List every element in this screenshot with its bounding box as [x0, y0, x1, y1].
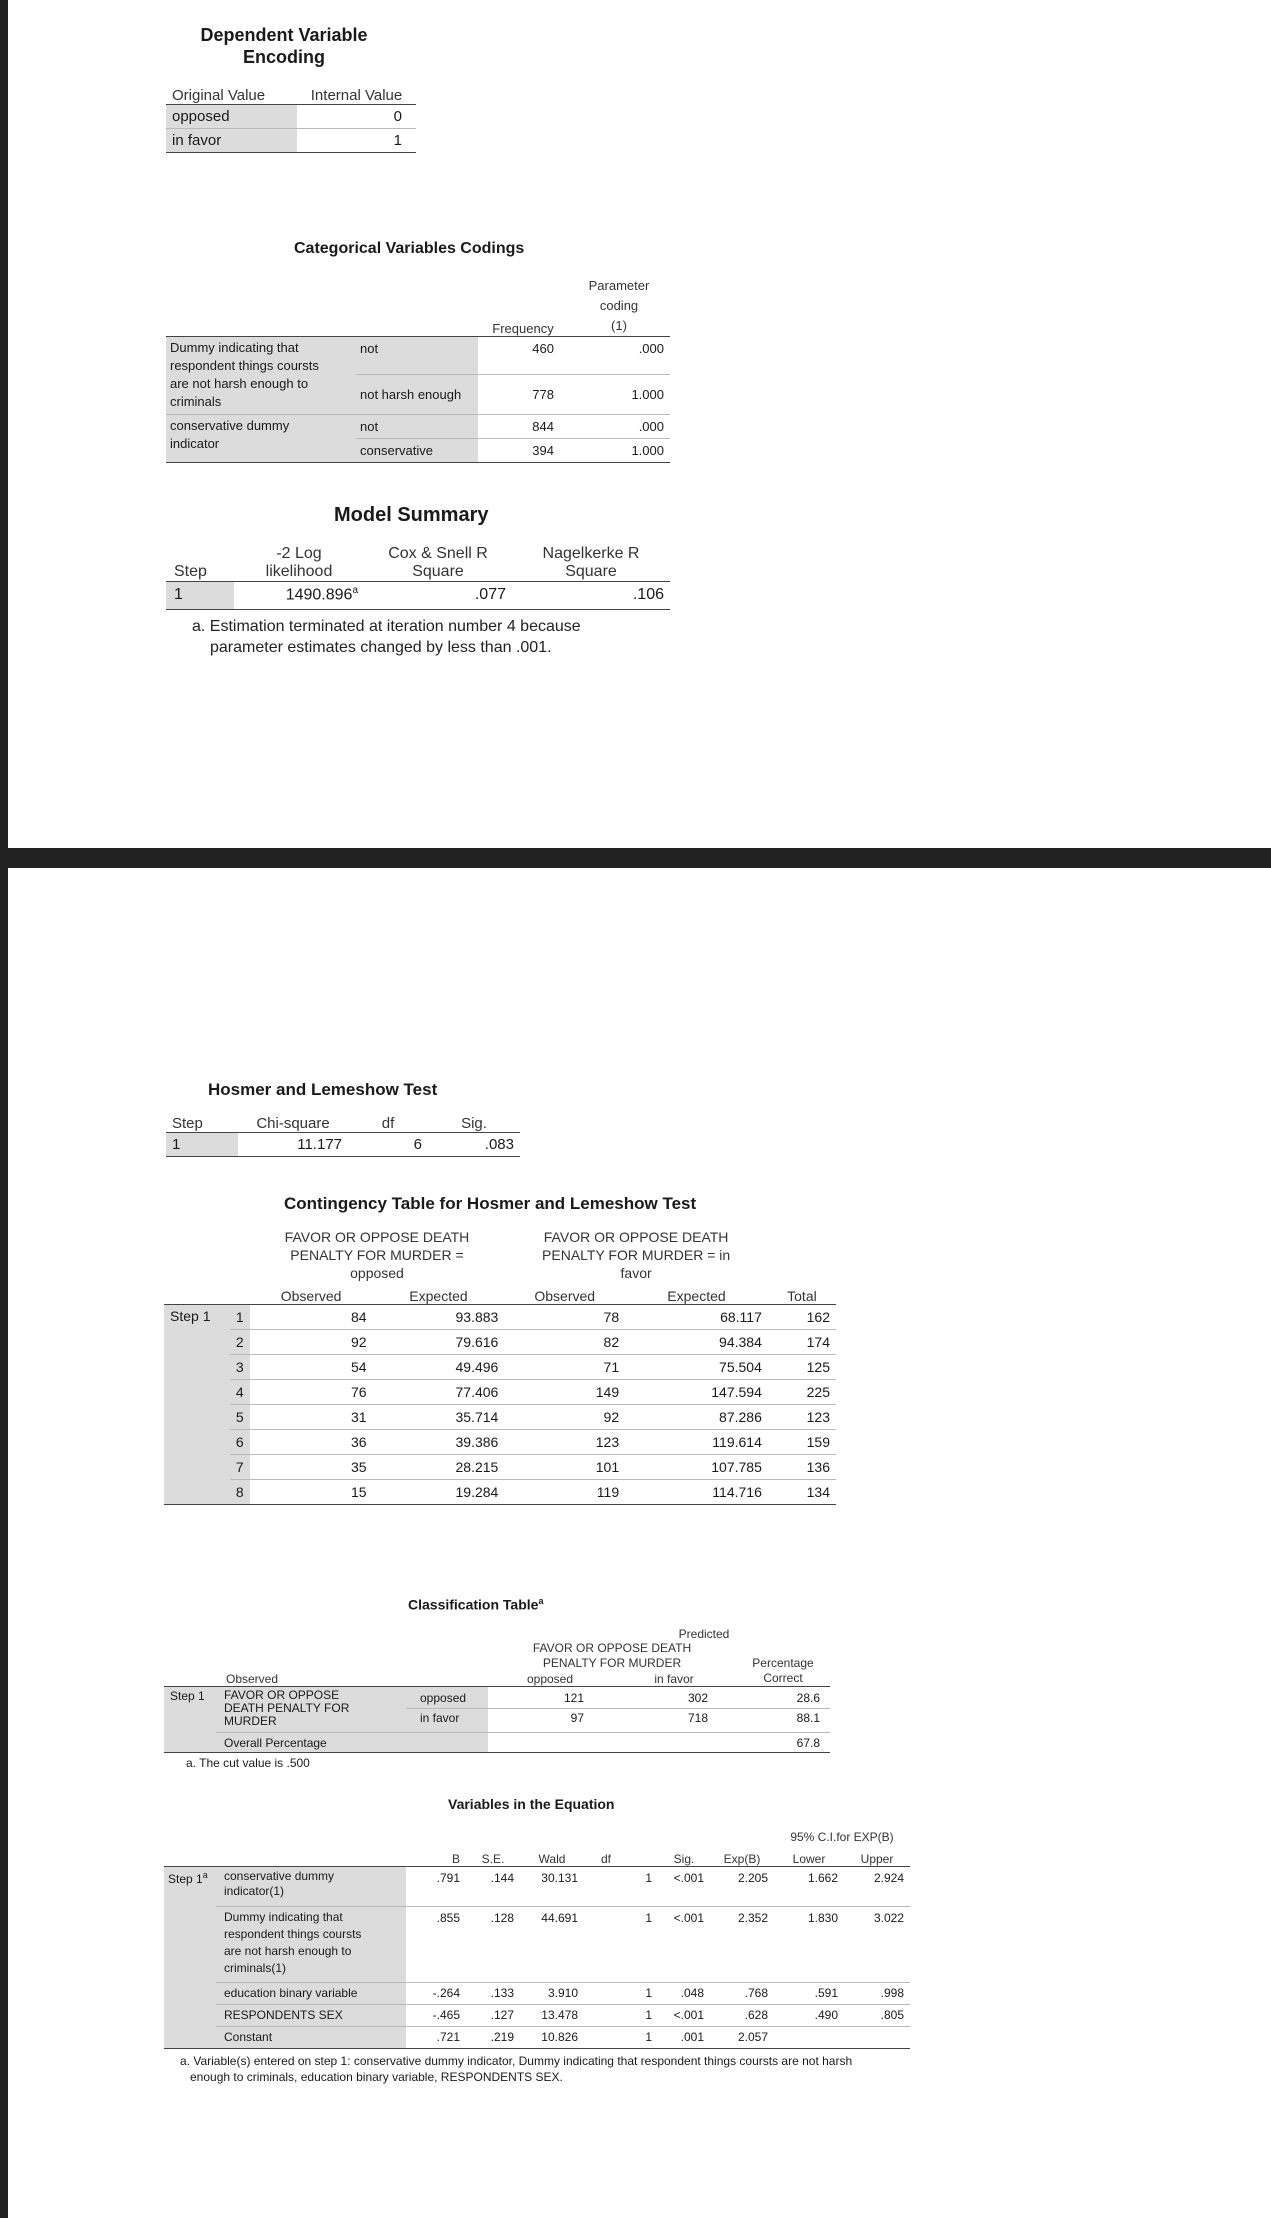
cvc-title: Categorical Variables Codings	[294, 240, 525, 257]
ve-se: .219	[490, 2030, 514, 2044]
cls-h2-blank2	[216, 1641, 406, 1671]
ve-h2-blank2	[216, 1844, 406, 1866]
ve-label-line: conservative dummy	[224, 1868, 335, 1883]
ct-group: 4	[230, 1379, 250, 1404]
ct-group1-header	[250, 1224, 505, 1282]
cls-title-text: Classification Table	[408, 1596, 539, 1613]
ve-sig-header: Sig.	[673, 1851, 695, 1866]
cvc-var2-label	[166, 414, 356, 462]
ve-df: 1	[645, 1870, 652, 1885]
cls-overall-blank1	[488, 1733, 612, 1753]
table-row	[164, 2026, 910, 2048]
ve-wald: 3.910	[547, 1986, 578, 2000]
hl-chi: 11.177	[297, 1135, 342, 1153]
left-border-bar	[0, 0, 8, 2218]
hl-df-header: df	[381, 1114, 395, 1132]
cvc-var1-label	[166, 336, 356, 414]
ve-lower: .591	[814, 1986, 838, 2000]
ve-wald-header: Wald	[538, 1851, 566, 1866]
cls-overall-blank2	[612, 1733, 736, 1753]
cls-table	[164, 1625, 830, 1754]
ct-total: 225	[806, 1383, 830, 1400]
cls-pct-line2: Correct	[763, 1671, 803, 1686]
ve-table	[164, 1824, 910, 2049]
ct-g1-line2: PENALTY FOR MURDER =	[290, 1247, 464, 1263]
cls-title	[164, 1596, 830, 1613]
table-row	[164, 1379, 836, 1404]
ct-group: 3	[230, 1354, 250, 1379]
categorical-codings	[166, 240, 670, 463]
ms-ll-value: 1490.896	[285, 586, 353, 604]
ms-table	[166, 535, 670, 610]
ct-e1: 77.406	[455, 1383, 499, 1400]
cls-pct-header	[736, 1641, 830, 1687]
cls-observed: Observed	[226, 1672, 279, 1687]
table-row	[164, 1304, 836, 1329]
ct-o2: 82	[603, 1333, 620, 1350]
cls-predicted: Predicted	[678, 1626, 730, 1641]
ve-footnote-line2: enough to criminals, education binary variable, RESPONDENTS SEX.	[190, 2069, 563, 2084]
cvc-var1-line3: are not harsh enough to	[170, 375, 309, 391]
ve-wald: 10.826	[541, 2030, 578, 2044]
ve-b-header: B	[451, 1851, 460, 1866]
ms-footnote-line2: parameter estimates changed by less than .001.	[210, 638, 552, 656]
ve-upper: .805	[880, 2008, 904, 2022]
ve-b: .721	[436, 2030, 460, 2044]
cls-h2-blank1	[164, 1641, 216, 1671]
ms-ll-line2: likelihood	[265, 562, 333, 580]
ve-se: .127	[490, 2008, 514, 2022]
cls-h-blank2	[216, 1625, 406, 1641]
ct-e1: 28.215	[455, 1458, 499, 1475]
hl-chi-header: Chi-square	[256, 1114, 330, 1132]
ve-sig: <.001	[673, 1870, 704, 1885]
ms-ll	[234, 581, 364, 609]
ve-se: .128	[490, 1910, 514, 1925]
ct-g2-line3: favor	[620, 1265, 652, 1281]
ct-expected1-header: Expected	[409, 1287, 468, 1304]
ve-df: 1	[645, 1986, 652, 2000]
ct-o1: 36	[351, 1433, 367, 1450]
ct-e2: 107.785	[711, 1458, 762, 1475]
ms-step-header: Step	[174, 562, 207, 580]
dve-table	[166, 80, 416, 153]
ms-nk: .106	[632, 586, 664, 603]
cls-pct-line1: Percentage	[752, 1656, 814, 1671]
ct-group: 5	[230, 1404, 250, 1429]
ve-sig: .001	[680, 2030, 704, 2044]
dependent-variable-encoding	[166, 24, 416, 153]
cvc-header-blank2	[356, 272, 478, 336]
ms-cs-line2: Square	[412, 562, 464, 580]
ve-upper: 3.022	[873, 1910, 904, 1925]
ve-df: 1	[645, 2008, 652, 2022]
ct-e2: 87.286	[719, 1408, 762, 1425]
cvc-level-1: not harsh enough	[356, 374, 478, 414]
dve-title-line2: Encoding	[243, 47, 325, 67]
ve-label: education binary variable	[216, 1982, 406, 2004]
table-row	[164, 1866, 910, 1906]
table-row	[164, 1479, 836, 1504]
ct-e2: 68.117	[720, 1308, 762, 1325]
ct-g2-line2: PENALTY FOR MURDER = in	[542, 1247, 731, 1263]
cvc-table	[166, 272, 670, 463]
cvc-coding-2: .000	[638, 418, 664, 434]
ms-title: Model Summary	[334, 504, 489, 526]
ct-e1: 19.284	[455, 1483, 499, 1500]
hl-df: 6	[413, 1135, 422, 1153]
cvc-var1-line4: criminals	[170, 393, 222, 409]
ct-o2: 149	[595, 1383, 620, 1400]
model-summary	[166, 504, 670, 658]
cls-overall-pct: 67.8	[796, 1735, 820, 1750]
hl-table	[166, 1110, 520, 1157]
ve-expb: .628	[744, 2008, 768, 2022]
ve-label-line: are not harsh enough to	[224, 1943, 352, 1958]
ve-label-line: criminals(1)	[224, 1960, 287, 1975]
cls-var-line3: MURDER	[224, 1714, 277, 1729]
ve-wald: 44.691	[541, 1910, 578, 1925]
ms-ll-sup: a	[352, 585, 358, 597]
ct-g1-line1: FAVOR OR OPPOSE DEATH	[284, 1229, 470, 1245]
cvc-header-blank	[166, 272, 356, 336]
ct-o2: 123	[595, 1433, 620, 1450]
cvc-freq-2: 844	[532, 418, 554, 434]
ct-total: 174	[806, 1333, 830, 1350]
ct-h-blank3	[768, 1224, 836, 1282]
ve-label	[216, 1906, 406, 1982]
ct-group: 6	[230, 1429, 250, 1454]
cls-col-infavor: in favor	[654, 1672, 694, 1687]
ve-b: .791	[436, 1870, 460, 1885]
ve-wald: 30.131	[541, 1870, 578, 1885]
ct-group2-header	[504, 1224, 768, 1282]
ms-nk-line2: Square	[565, 562, 617, 580]
ct-total: 134	[806, 1483, 830, 1500]
cls-title-sup: a	[538, 1596, 544, 1606]
ve-upper: 2.924	[873, 1870, 904, 1885]
ve-b: -.264	[432, 1986, 460, 2000]
dve-original-0: opposed	[166, 104, 297, 128]
ve-lower	[774, 2026, 844, 2048]
ve-expb: 2.205	[737, 1870, 768, 1885]
ct-h2-blank1	[164, 1282, 230, 1304]
ct-o1: 35	[351, 1458, 367, 1475]
ct-e1: 79.616	[455, 1333, 499, 1350]
ct-h2-blank2	[230, 1282, 250, 1304]
ct-total: 162	[806, 1308, 830, 1325]
cls-step: Step 1	[164, 1687, 216, 1753]
cls-level-0: opposed	[406, 1687, 488, 1709]
cvc-var2-line2: indicator	[170, 435, 220, 451]
table-row	[164, 2004, 910, 2026]
ms-step: 1	[166, 581, 234, 609]
table-row	[164, 1404, 836, 1429]
cls-c1-1: 97	[570, 1711, 584, 1726]
cvc-coding-1: 1.000	[568, 374, 670, 414]
ct-total: 123	[806, 1408, 830, 1425]
ve-lower: .490	[814, 2008, 838, 2022]
cls-pred-var-line1: FAVOR OR OPPOSE DEATH	[532, 1640, 692, 1655]
ct-observed1-header: Observed	[280, 1287, 342, 1304]
ct-o2: 119	[596, 1483, 620, 1500]
ct-e1: 35.714	[455, 1408, 499, 1425]
ct-e2: 94.384	[719, 1333, 762, 1350]
ct-o2: 78	[603, 1308, 620, 1325]
cvc-coding-0: .000	[638, 340, 664, 356]
cls-pct-0: 28.6	[796, 1690, 820, 1705]
ct-group: 7	[230, 1454, 250, 1479]
cvc-param-line3: (1)	[611, 317, 627, 333]
ct-o2: 92	[603, 1408, 620, 1425]
ve-se: .133	[490, 1986, 514, 2000]
ct-o1: 15	[351, 1483, 367, 1500]
ve-df-header: df	[600, 1851, 611, 1866]
dve-original-1: in favor	[166, 128, 297, 152]
section-divider	[0, 848, 1271, 868]
ct-total: 159	[806, 1433, 830, 1450]
ms-ll-line1: -2 Log	[276, 544, 322, 562]
ct-title: Contingency Table for Hosmer and Lemeshow Test	[284, 1194, 697, 1213]
ct-table	[164, 1224, 836, 1505]
hl-sig-header: Sig.	[461, 1114, 487, 1132]
ct-total: 136	[806, 1458, 830, 1475]
ve-expb-header: Exp(B)	[723, 1851, 761, 1866]
table-row	[164, 1454, 836, 1479]
ct-o2: 101	[595, 1458, 620, 1475]
ve-lower: 1.662	[807, 1870, 838, 1885]
ct-o2: 71	[603, 1358, 620, 1375]
ve-sig: <.001	[673, 2008, 704, 2022]
cls-overall-label: Overall Percentage	[216, 1733, 488, 1753]
contingency-table	[164, 1194, 836, 1505]
cvc-var2-line1: conservative dummy	[170, 417, 290, 433]
ve-step	[164, 1866, 216, 2048]
ve-ci-header: 95% C.I.for EXP(B)	[790, 1830, 894, 1844]
cls-c2-1: 718	[687, 1711, 708, 1726]
ms-cs-line1: Cox & Snell R	[388, 544, 488, 562]
table-row	[164, 1982, 910, 2004]
ct-e2: 119.614	[712, 1433, 762, 1450]
cls-footnote: a. The cut value is .500	[186, 1756, 310, 1771]
cls-h2-blank3	[406, 1641, 488, 1671]
cls-h3-blank	[406, 1671, 488, 1687]
cls-c1-0: 121	[563, 1690, 584, 1705]
dve-title-line1: Dependent Variable	[200, 25, 368, 45]
variables-in-equation	[164, 1796, 910, 2085]
table-row	[164, 1429, 836, 1454]
ve-footnote-line1: a. Variable(s) entered on step 1: conservative dummy indicator, Dummy indicating that respondent things coursts are not harsh	[180, 2053, 853, 2068]
cls-h-blank3	[406, 1625, 488, 1641]
cvc-param-header	[568, 272, 670, 336]
ct-group: 8	[230, 1479, 250, 1504]
ve-label-line: Dummy indicating that	[224, 1909, 343, 1924]
dve-col-internal: Internal Value	[310, 86, 403, 104]
hl-title: Hosmer and Lemeshow Test	[208, 1080, 438, 1099]
table-row	[164, 1329, 836, 1354]
ve-wald: 13.478	[541, 2008, 578, 2022]
ct-e1: 49.496	[455, 1358, 499, 1375]
cls-pred-var-line2: PENALTY FOR MURDER	[542, 1655, 682, 1670]
ve-lower-header: Lower	[792, 1851, 826, 1866]
ve-label-line: respondent things coursts	[224, 1926, 362, 1941]
dve-internal-0: 0	[393, 107, 402, 125]
ve-h2-blank1	[164, 1844, 216, 1866]
table-row	[164, 1906, 910, 1982]
ve-se-header: S.E.	[481, 1851, 505, 1866]
ve-lower: 1.830	[807, 1910, 838, 1925]
dve-internal-1: 1	[297, 128, 416, 152]
ct-e2: 75.504	[719, 1358, 762, 1375]
ct-o1: 76	[351, 1383, 367, 1400]
table-row	[164, 1354, 836, 1379]
cvc-coding-3: 1.000	[568, 438, 670, 462]
ct-o1: 31	[351, 1408, 367, 1425]
cvc-level-0: not	[356, 336, 478, 374]
cvc-freq-0: 460	[532, 340, 554, 356]
ct-step-label: Step 1	[164, 1304, 230, 1504]
cvc-param-line1: Parameter	[588, 277, 650, 293]
ve-expb: 2.057	[737, 2030, 768, 2044]
ct-o1: 54	[351, 1358, 367, 1375]
ve-df: 1	[645, 1910, 652, 1925]
ms-cs: .077	[474, 586, 506, 603]
ve-upper	[844, 2026, 910, 2048]
ct-e1: 93.883	[455, 1308, 499, 1325]
hl-step-header: Step	[172, 1114, 203, 1132]
cls-h-blank1	[164, 1625, 216, 1641]
ve-upper-header: Upper	[860, 1851, 894, 1866]
classification-table	[164, 1596, 830, 1770]
ve-title: Variables in the Equation	[448, 1796, 615, 1812]
cls-var-line2: DEATH PENALTY FOR	[224, 1701, 350, 1716]
dve-col-original: Original Value	[172, 86, 266, 104]
ve-sig: <.001	[673, 1910, 704, 1925]
ve-expb: 2.352	[737, 1910, 768, 1925]
cvc-var1-line1: Dummy indicating that	[170, 339, 299, 355]
ct-group: 2	[230, 1329, 250, 1354]
ct-o1: 84	[351, 1308, 367, 1325]
ve-expb: .768	[744, 1986, 768, 2000]
ve-label: Constant	[216, 2026, 406, 2048]
ve-b: .855	[436, 1910, 460, 1925]
cvc-var1-line2: respondent things coursts	[170, 357, 319, 373]
ct-observed2-header: Observed	[534, 1287, 596, 1304]
ve-step-text: Step 1	[168, 1871, 203, 1886]
dve-title	[164, 24, 404, 68]
ve-se: .144	[490, 1870, 514, 1885]
ct-expected2-header: Expected	[667, 1287, 726, 1304]
ve-label-line: indicator(1)	[224, 1883, 285, 1898]
ms-ll-header	[234, 535, 364, 581]
cls-c2-0: 302	[687, 1690, 708, 1705]
cvc-freq-1: 778	[478, 374, 568, 414]
ve-sig: .048	[680, 1986, 704, 2000]
ve-h-blank	[164, 1824, 774, 1844]
cls-pred-var	[488, 1641, 736, 1671]
cvc-freq-header: Frequency	[492, 320, 554, 336]
ms-footnote-line1: a. Estimation terminated at iteration number 4 because	[192, 617, 581, 635]
cls-var-line1: FAVOR OR OPPOSE	[224, 1688, 340, 1703]
ve-step-sup: a	[202, 1869, 208, 1880]
ct-g2-line1: FAVOR OR OPPOSE DEATH	[543, 1229, 729, 1245]
cvc-level-2: not	[356, 414, 478, 438]
hosmer-lemeshow-test	[166, 1080, 520, 1157]
ve-label: RESPONDENTS SEX	[216, 2004, 406, 2026]
ms-cs-header	[364, 535, 512, 581]
cvc-freq-3: 394	[478, 438, 568, 462]
ct-total: 125	[806, 1358, 830, 1375]
ct-h-blank2	[230, 1224, 250, 1282]
ct-e1: 39.386	[455, 1433, 499, 1450]
cls-level-1: in favor	[406, 1709, 488, 1733]
hl-sig: .083	[484, 1135, 514, 1153]
cvc-param-line2: coding	[599, 297, 639, 313]
ct-g1-line3: opposed	[350, 1265, 404, 1281]
ct-group: 1	[230, 1304, 250, 1329]
ct-total-header: Total	[787, 1287, 817, 1304]
ct-e2: 114.716	[712, 1483, 762, 1500]
cvc-level-3: conservative	[356, 438, 478, 462]
hl-step: 1	[166, 1132, 238, 1156]
ct-e2: 147.594	[711, 1383, 762, 1400]
ve-upper: .998	[880, 1986, 904, 2000]
ve-b: -.465	[432, 2008, 460, 2022]
ve-df: 1	[645, 2030, 652, 2044]
ve-label	[216, 1866, 406, 1906]
cls-var-label	[216, 1687, 406, 1733]
ve-footnote	[164, 2053, 910, 2085]
ve-h2-blank3	[628, 1844, 658, 1866]
cls-col-opposed: opposed	[526, 1672, 574, 1687]
cls-pct-1: 88.1	[796, 1711, 820, 1726]
ct-h-blank1	[164, 1224, 230, 1282]
ms-footnote	[166, 616, 670, 658]
ms-nk-header	[512, 535, 670, 581]
ct-o1: 92	[351, 1333, 367, 1350]
ms-nk-line1: Nagelkerke R	[542, 544, 640, 562]
